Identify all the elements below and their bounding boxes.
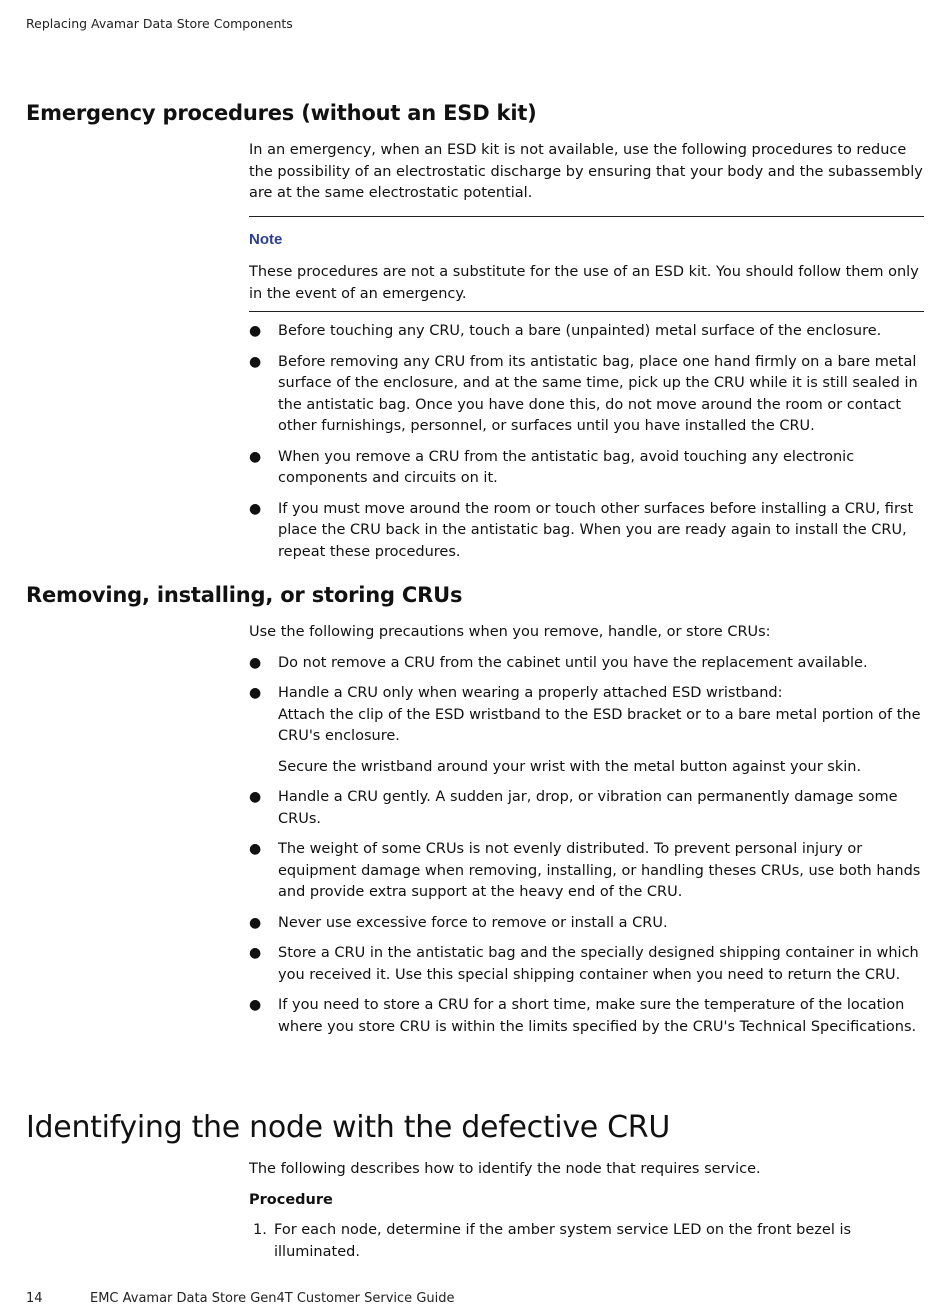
list-item-text: Store a CRU in the antistatic bag and the specially designed shipping container in which you received it. Use this special shipping container when you need to return the CRU. bbox=[278, 945, 919, 983]
bullet-icon: ● bbox=[249, 914, 262, 931]
list-item bbox=[249, 787, 924, 830]
list-item bbox=[249, 499, 924, 564]
list-item-text: The weight of some CRUs is not evenly distributed. To prevent personal injury or equipment damage when removing, installing, or handling theses CRUs, use both hands and provide extra support at the heavy end of the CRU. bbox=[278, 841, 921, 900]
step-number: 1. bbox=[253, 1222, 267, 1238]
list-item bbox=[249, 653, 924, 675]
removing-body bbox=[249, 622, 924, 1038]
wristband-instruction-1: Attach the clip of the ESD wristband to the ESD bracket or to a bare metal portion of the CRU's enclosure. bbox=[278, 706, 921, 744]
procedure-label: Procedure bbox=[249, 1191, 333, 1208]
list-item-text: If you must move around the room or touch other surfaces before installing a CRU, first place the CRU back in the antistatic bag. When you are ready again to install the CRU, repeat these procedures. bbox=[278, 500, 914, 560]
list-item-text: When you remove a CRU from the antistatic bag, avoid touching any electronic components and circuits on it. bbox=[278, 448, 855, 486]
identify-body bbox=[249, 1159, 924, 1263]
bullet-icon: ● bbox=[249, 654, 262, 671]
list-item bbox=[249, 683, 924, 778]
list-item bbox=[249, 995, 924, 1038]
emergency-body bbox=[249, 140, 924, 563]
bullet-icon: ● bbox=[249, 841, 262, 857]
list-item-text: If you need to store a CRU for a short time, make sure the temperature of the location where you store CRU is within the limits specified by the CRU's Technical Specifications. bbox=[278, 997, 917, 1035]
bullet-icon: ● bbox=[249, 789, 262, 805]
bullet-icon: ● bbox=[249, 685, 262, 701]
emergency-bullet-list bbox=[249, 321, 924, 563]
running-header: Replacing Avamar Data Store Components bbox=[26, 16, 293, 31]
list-item bbox=[249, 943, 924, 986]
note-box bbox=[249, 216, 924, 313]
note-label: Note bbox=[249, 230, 283, 248]
list-item-text: Before touching any CRU, touch a bare (unpainted) metal surface of the enclosure. bbox=[278, 323, 882, 339]
list-item-text: Before removing any CRU from its antistatic bag, place one hand firmly on a bare metal surface of the enclosure, and at the same time, pick up the CRU while it is still sealed in the antistatic bag. Once you have done this, do not move around the room or contact other furnishings, personnel, or surfaces until you have installed the CRU. bbox=[278, 353, 918, 434]
removing-intro: Use the following precautions when you remove, handle, or store CRUs: bbox=[249, 624, 771, 640]
list-item bbox=[249, 839, 924, 904]
note-text: These procedures are not a substitute for the use of an ESD kit. You should follow them only in the event of an emergency. bbox=[249, 264, 919, 302]
emergency-intro: In an emergency, when an ESD kit is not available, use the following procedures to reduce the possibility of an electrostatic discharge by ensuring that your body and the subassembly are at the same electrostatic potential. bbox=[249, 142, 923, 201]
list-item bbox=[249, 447, 924, 490]
procedure-steps bbox=[249, 1220, 924, 1263]
bullet-icon: ● bbox=[249, 500, 262, 517]
removing-bullet-list bbox=[249, 653, 924, 1039]
list-item-text: Never use excessive force to remove or install a CRU. bbox=[278, 914, 668, 931]
wristband-instruction-2: Secure the wristband around your wrist with the metal button against your skin. bbox=[278, 758, 862, 775]
heading-emergency-procedures: Emergency procedures (without an ESD kit) bbox=[26, 101, 537, 125]
identify-intro: The following describes how to identify the node that requires service. bbox=[249, 1161, 761, 1177]
bullet-icon: ● bbox=[249, 997, 262, 1013]
list-item-text: Do not remove a CRU from the cabinet until you have the replacement available. bbox=[278, 654, 868, 671]
list-item bbox=[249, 913, 924, 935]
step-text: For each node, determine if the amber system service LED on the front bezel is illuminated. bbox=[274, 1222, 852, 1260]
bullet-icon: ● bbox=[249, 323, 262, 339]
heading-identifying-node: Identifying the node with the defective CRU bbox=[26, 1110, 671, 1145]
list-item bbox=[249, 352, 924, 438]
footer-doc-title: EMC Avamar Data Store Gen4T Customer Service Guide bbox=[90, 1291, 455, 1306]
bullet-icon: ● bbox=[249, 353, 262, 370]
procedure-step bbox=[249, 1220, 924, 1263]
list-item-text: Handle a CRU gently. A sudden jar, drop, or vibration can permanently damage some CRUs. bbox=[278, 789, 898, 827]
bullet-icon: ● bbox=[249, 945, 262, 961]
page-footer bbox=[26, 1291, 455, 1306]
heading-removing-installing: Removing, installing, or storing CRUs bbox=[26, 583, 463, 607]
page-number: 14 bbox=[26, 1291, 43, 1306]
list-item-text: Handle a CRU only when wearing a properly attached ESD wristband: bbox=[278, 685, 783, 701]
bullet-icon: ● bbox=[249, 448, 262, 465]
list-item bbox=[249, 321, 924, 343]
